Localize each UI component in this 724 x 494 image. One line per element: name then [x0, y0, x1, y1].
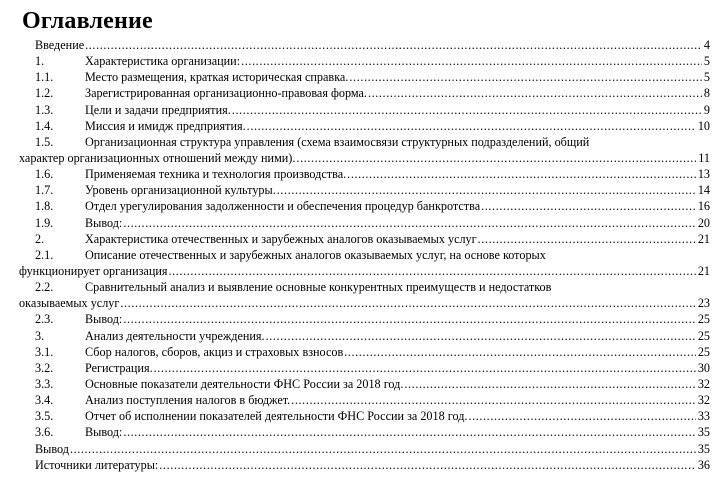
toc-entry-number: 1.1.: [35, 70, 54, 85]
toc-entry-text: Вывод: [35, 441, 69, 456]
toc-entry-page: 8: [703, 86, 710, 101]
toc-entry[interactable]: [35, 231, 710, 247]
toc-entry-text: Место размещения, краткая историческая справка.: [85, 70, 349, 85]
toc-entry-page: 35: [697, 425, 710, 440]
toc-entry-page: 11: [698, 150, 710, 165]
toc-entry-text: Отдел урегулирования задолженности и обеспечения процедур банкротства: [85, 199, 481, 214]
toc-entry-text: Анализ поступления налогов в бюджет.: [85, 393, 291, 408]
toc-leader-dots: [241, 53, 702, 69]
toc-entry-text: Анализ деятельности учреждения.: [85, 328, 265, 343]
toc-leader-dots: [481, 198, 696, 214]
toc-entry-page: 14: [697, 183, 710, 198]
toc-entry-continuation[interactable]: [19, 263, 710, 279]
toc-entry-page: 13: [697, 167, 710, 182]
toc-entry-page: 25: [697, 328, 710, 343]
toc-entry[interactable]: [35, 85, 710, 101]
toc-leader-dots: [85, 37, 702, 53]
toc-leader-dots: [291, 392, 696, 408]
toc-entry[interactable]: [35, 69, 710, 85]
toc-entry-number: 1.6.: [35, 167, 54, 182]
toc-entry-page: 35: [697, 441, 710, 456]
toc-entry-text: Отчет об исполнении показателей деятельности ФНС России за 2018 год.: [85, 409, 468, 424]
toc-entry-number: 2.: [35, 231, 45, 246]
toc-entry-text: Организационная структура управления (схема взаимосвязи структурных подразделений, общий: [85, 134, 590, 149]
toc-leader-dots: [368, 85, 702, 101]
toc-entry-number: 1.3.: [35, 102, 54, 117]
toc-entry[interactable]: [35, 424, 710, 440]
toc-entry-page: 21: [697, 231, 710, 246]
toc-leader-dots: [232, 102, 702, 118]
toc-entry-text: Вывод:: [85, 215, 123, 230]
toc-entry[interactable]: [35, 134, 710, 150]
toc-entry-number: 1.5.: [35, 134, 54, 149]
toc-entry-text: Характеристика организации:: [85, 54, 241, 69]
toc-entry-page: 5: [703, 54, 710, 69]
toc-entry-number: 3.4.: [35, 393, 54, 408]
toc-leader-dots: [478, 231, 696, 247]
toc-entry-text: Источники литературы:: [35, 457, 159, 472]
toc-leader-dots: [277, 182, 696, 198]
toc-entry[interactable]: [35, 102, 710, 118]
toc-entry[interactable]: [35, 457, 710, 473]
toc-leader-dots: [344, 344, 696, 360]
toc-entry-number: 3.3.: [35, 376, 54, 391]
toc-entry[interactable]: [35, 118, 710, 134]
toc-entry-text: Вывод:: [85, 425, 123, 440]
toc-entry[interactable]: [35, 279, 710, 295]
toc-entry-number: 2.2.: [35, 280, 54, 295]
toc-entry-number: 1.: [35, 54, 45, 69]
toc-leader-dots: [120, 295, 695, 311]
toc-entry[interactable]: [35, 376, 710, 392]
toc-entry-number: 1.8.: [35, 199, 54, 214]
toc-entry[interactable]: [35, 53, 710, 69]
toc-entry-page: 33: [697, 409, 710, 424]
toc-entry[interactable]: [35, 328, 710, 344]
toc-entry-page: 5: [703, 70, 710, 85]
toc-leader-dots: [404, 376, 695, 392]
toc-leader-dots: [159, 457, 696, 473]
toc-entry-page: 25: [697, 344, 710, 359]
toc-entry-number: 1.9.: [35, 215, 54, 230]
toc-leader-dots: [123, 215, 695, 231]
toc-entry-text: Цели и задачи предприятия.: [85, 102, 231, 117]
toc-entry-page: 32: [697, 376, 710, 391]
toc-title: Оглавление: [22, 8, 153, 34]
toc-entry-text: Сравнительный анализ и выявление основные конкурентных преимуществ и недостатков: [85, 280, 552, 295]
toc-entry-page: 30: [697, 360, 710, 375]
toc-entry[interactable]: [35, 360, 710, 376]
toc-entry-number: 3.1.: [35, 344, 54, 359]
toc-entry-page: 36: [697, 457, 710, 472]
toc-entry-number: 2.1.: [35, 247, 54, 262]
toc-leader-dots: [70, 441, 696, 457]
toc-entry-page: 9: [703, 102, 710, 117]
toc-entry-number: 3.: [35, 328, 45, 343]
toc-entry[interactable]: [35, 166, 710, 182]
toc-leader-dots: [123, 424, 695, 440]
toc-entry-text: Уровень организационной культуры.: [85, 183, 276, 198]
toc-entry[interactable]: [35, 198, 710, 214]
toc-entry[interactable]: [35, 215, 710, 231]
toc-entry-number: 1.7.: [35, 183, 54, 198]
toc-entry-page: 4: [703, 38, 710, 52]
toc-entry-number: 1.4.: [35, 118, 54, 133]
toc-entry-page: 20: [697, 215, 710, 230]
toc-entry[interactable]: [35, 37, 710, 53]
toc-leader-dots: [296, 150, 696, 166]
toc-entry-number: 3.5.: [35, 409, 54, 424]
toc-entry-page: 23: [697, 296, 710, 311]
toc-entry-text: Регистрация.: [85, 360, 153, 375]
toc-leader-dots: [168, 263, 695, 279]
toc-entry-page: 21: [697, 263, 710, 278]
toc-entry[interactable]: [35, 441, 710, 457]
toc-entry-page: 25: [697, 312, 710, 327]
toc-leader-dots: [154, 360, 696, 376]
toc-entry-text: Введение: [35, 38, 85, 52]
toc-entry-page: 10: [697, 118, 710, 133]
table-of-contents: [19, 37, 710, 473]
toc-entry-text: Описание отечественных и зарубежных аналогов оказываемых услуг, на основе которых: [85, 247, 546, 262]
toc-entry-continuation[interactable]: [19, 295, 710, 311]
toc-entry-number: 3.6.: [35, 425, 54, 440]
toc-entry-text: Применяемая техника и технология производства.: [85, 167, 347, 182]
toc-entry[interactable]: [35, 392, 710, 408]
toc-entry[interactable]: [35, 311, 710, 327]
toc-entry-number: 2.3.: [35, 312, 54, 327]
toc-entry-text: Зарегистрированная организационно-правовая форма.: [85, 86, 367, 101]
toc-leader-dots: [247, 118, 696, 134]
toc-entry[interactable]: [35, 344, 710, 360]
toc-entry[interactable]: [35, 182, 710, 198]
toc-leader-dots: [123, 311, 695, 327]
toc-entry[interactable]: [35, 247, 710, 263]
toc-leader-dots: [468, 408, 695, 424]
toc-entry-text: Характеристика отечественных и зарубежных аналогов оказываемых услуг: [85, 231, 477, 246]
toc-entry-text-continued: функционирует организация: [19, 263, 168, 278]
toc-entry-continuation[interactable]: [19, 150, 710, 166]
toc-entry-text: Сбор налогов, сборов, акциз и страховых взносов: [85, 344, 344, 359]
toc-entry-number: 1.2.: [35, 86, 54, 101]
toc-entry-text-continued: характер организационных отношений между ними).: [19, 150, 296, 165]
toc-entry-page: 16: [697, 199, 710, 214]
toc-entry-number: 3.2.: [35, 360, 54, 375]
toc-entry-text: Миссия и имидж предприятия.: [85, 118, 246, 133]
toc-leader-dots: [349, 69, 702, 85]
toc-entry-page: 32: [697, 393, 710, 408]
toc-leader-dots: [347, 166, 696, 182]
toc-entry-text-continued: оказываемых услуг: [19, 296, 120, 311]
toc-leader-dots: [266, 328, 696, 344]
toc-entry[interactable]: [35, 408, 710, 424]
toc-entry-text: Основные показатели деятельности ФНС России за 2018 год.: [85, 376, 404, 391]
toc-entry-text: Вывод:: [85, 312, 123, 327]
